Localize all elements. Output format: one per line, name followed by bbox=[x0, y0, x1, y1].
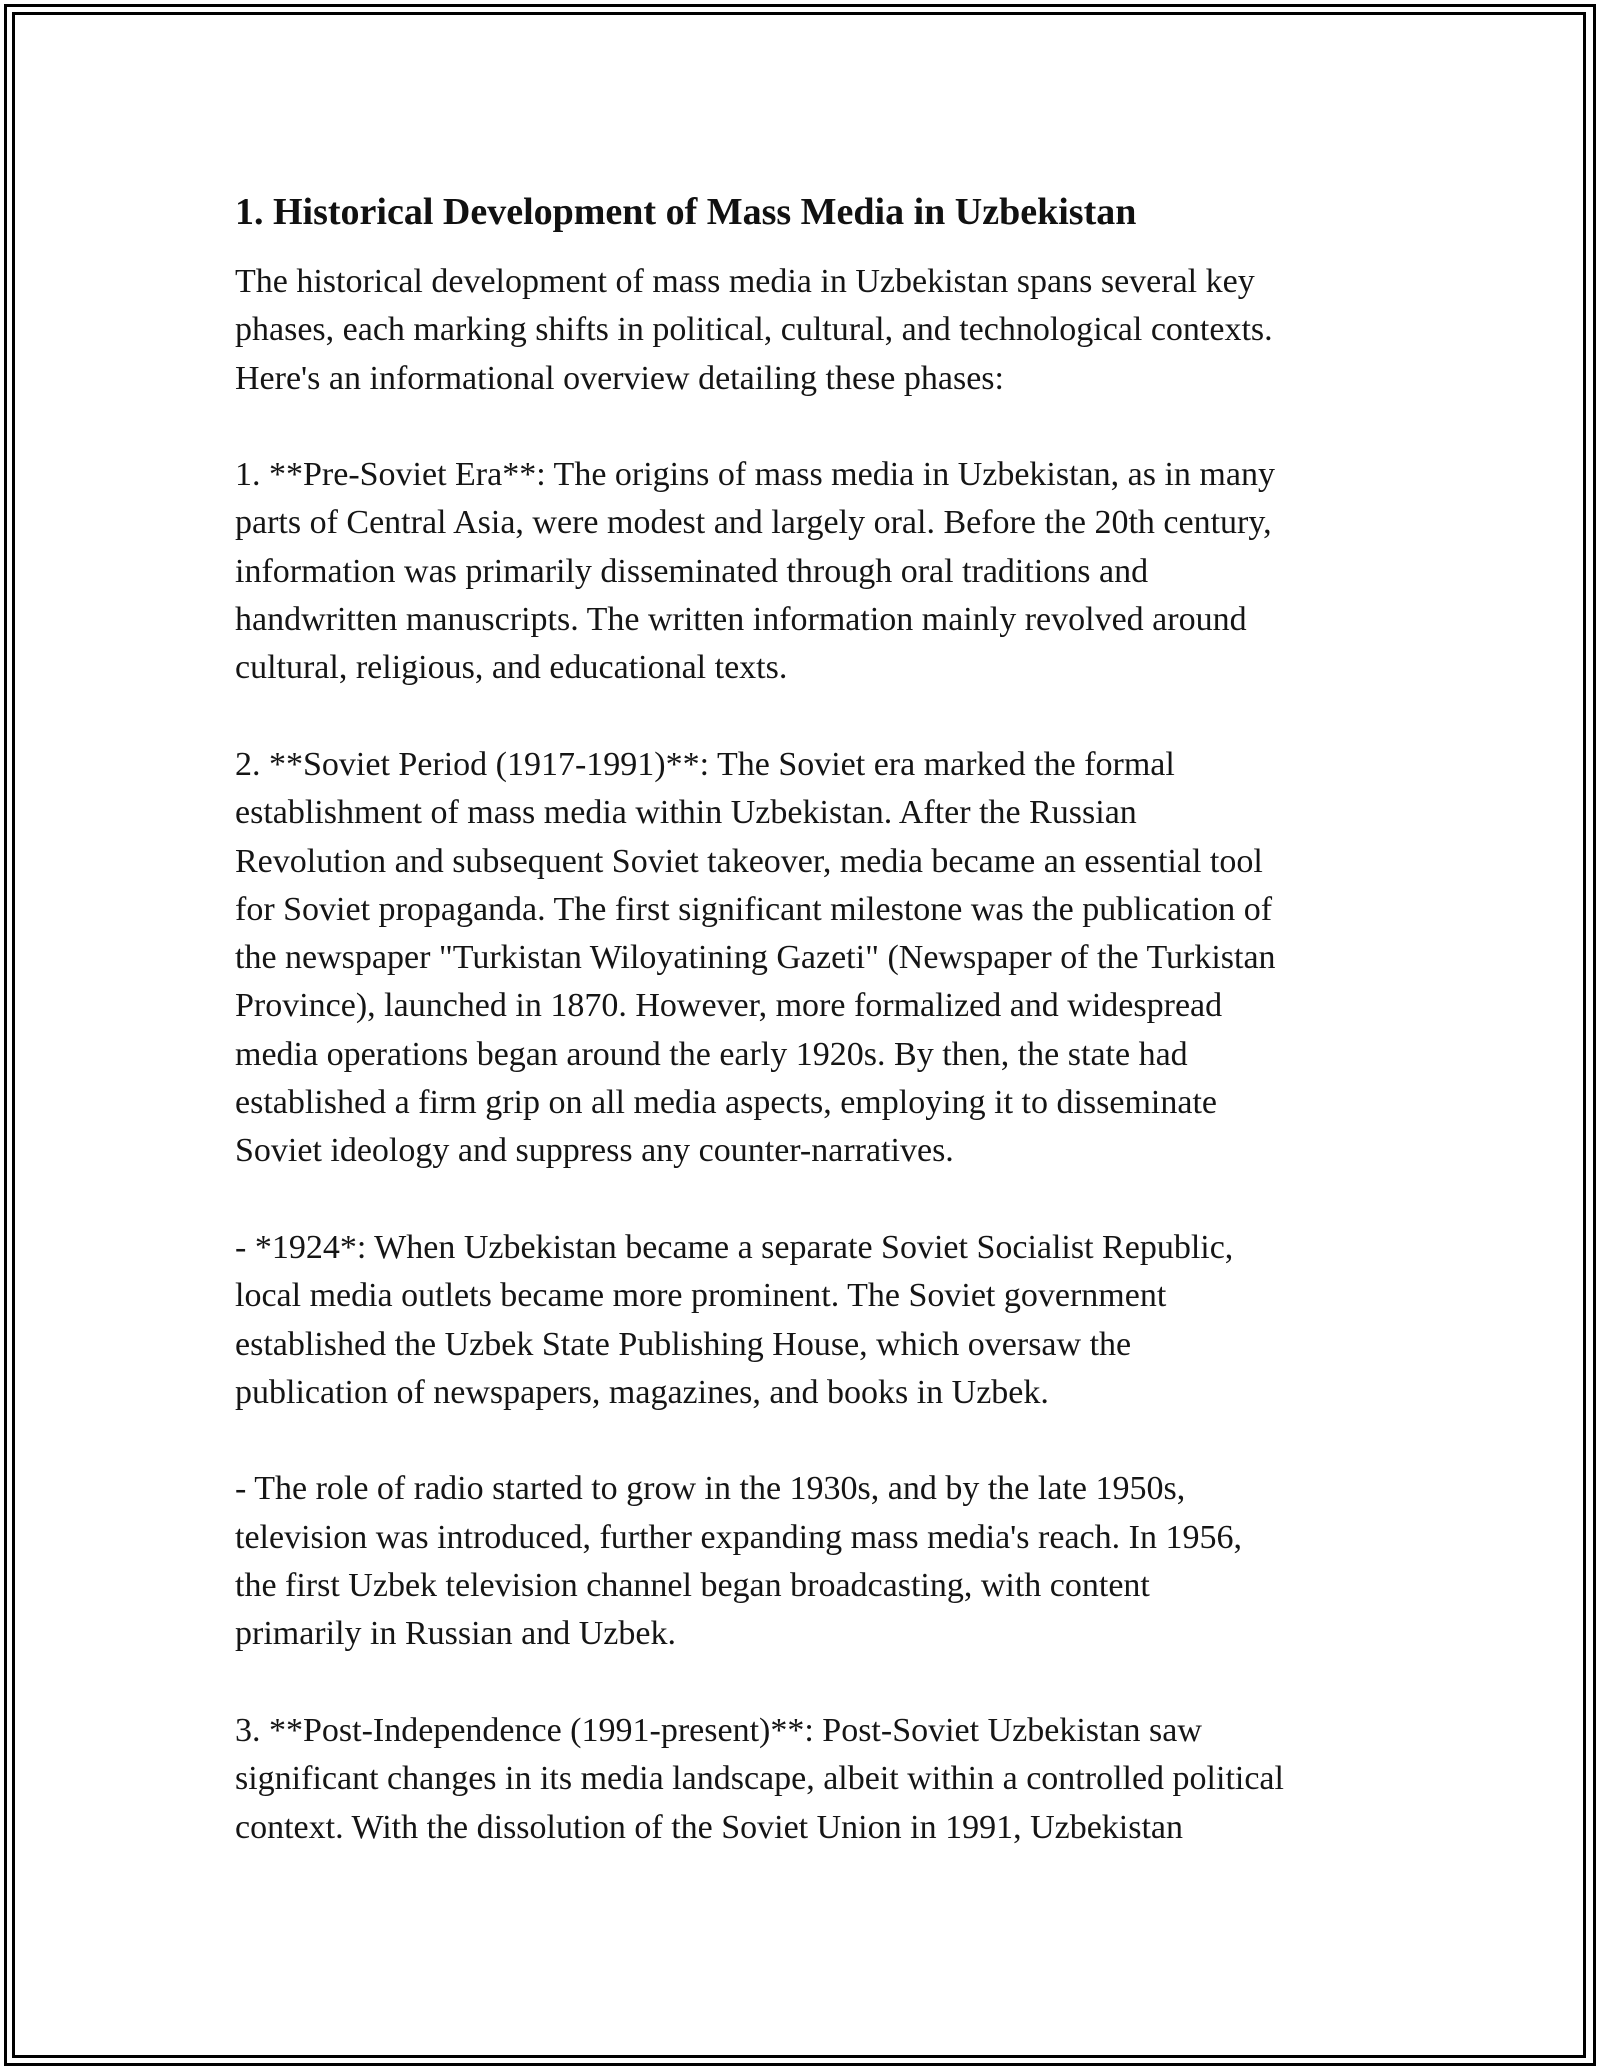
paragraph-soviet-period: 2. **Soviet Period (1917-1991)**: The Soviet era marked the formal establishment of mass media within Uzbekistan. After the Russian Revolution and subsequent Soviet takeover, media became an essential tool for Soviet propaganda. The first significant milestone was the publication of the newspaper "Turkistan Wiloyatining Gazeti" (Newspaper of the Turkistan Province), launched in 1870. However, more formalized and widespread media operations began around the early 1920s. By then, the state had established a firm grip on all media aspects, employing it to disseminate Soviet ideology and suppress any counter-narratives. bbox=[235, 745, 1276, 1170]
section-heading: 1. Historical Development of Mass Media in Uzbekistan bbox=[235, 191, 1137, 233]
paragraph-radio-television: - The role of radio started to grow in the 1930s, and by the late 1950s, television was introduced, further expanding mass media's reach. In 1956, the first Uzbek television channel began broadcasting, with content primarily in Russian and Uzbek. bbox=[235, 1470, 1242, 1653]
paragraph-1924: - *1924*: When Uzbekistan became a separate Soviet Socialist Republic, local media outlets became more prominent. The Soviet government established the Uzbek State Publishing House, which oversaw the publication of newspapers, magazines, and books in Uzbek. bbox=[235, 1228, 1234, 1411]
paragraph-post-independence: 3. **Post-Independence (1991-present)**: Post-Soviet Uzbekistan saw significant changes in its media landscape, albeit within a controlled political context. With the dissolution of the Soviet Union in 1991, Uzbekistan bbox=[235, 1711, 1284, 1846]
paragraph-pre-soviet-era: 1. **Pre-Soviet Era**: The origins of mass media in Uzbekistan, as in many parts of Central Asia, were modest and largely oral. Before the 20th century, information was primarily disseminated through oral traditions and handwritten manuscripts. The written information mainly revolved around cultural, religious, and educational texts. bbox=[235, 456, 1275, 687]
paragraph-intro: The historical development of mass media in Uzbekistan spans several key phases, each marking shifts in political, cultural, and technological contexts. Here's an informational overview detailing these phases: bbox=[235, 263, 1273, 397]
document-body bbox=[235, 186, 1375, 1852]
